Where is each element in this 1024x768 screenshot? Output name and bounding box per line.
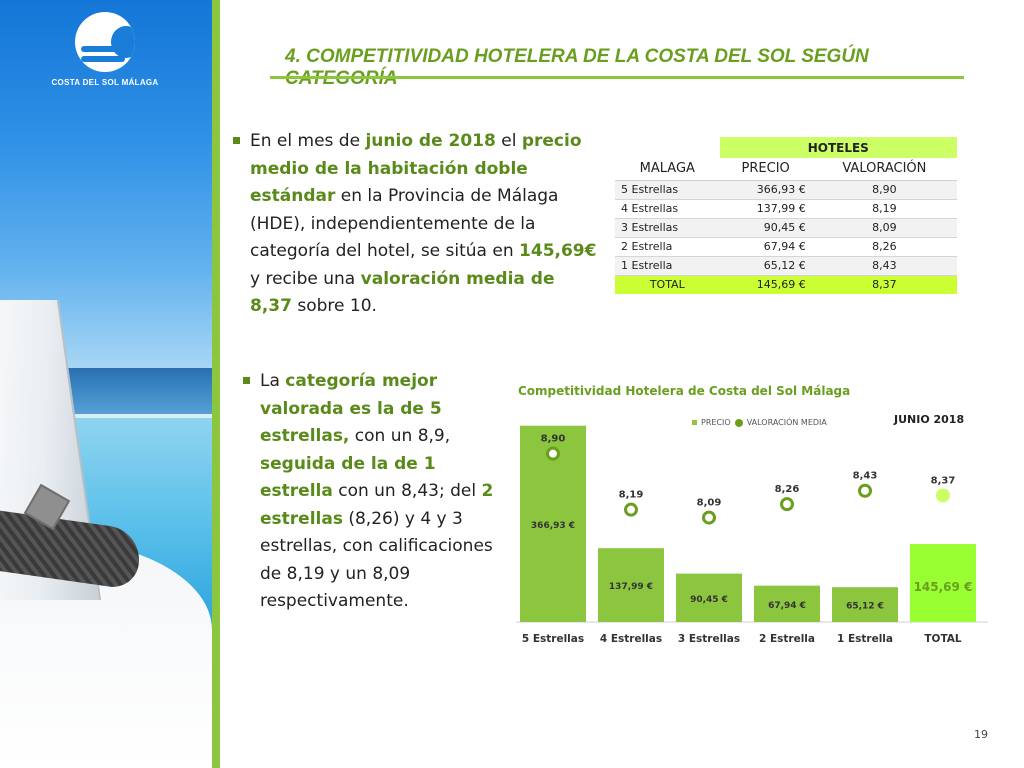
brand-logo xyxy=(40,12,170,87)
rating-data-label: 8,09 xyxy=(696,497,722,509)
cell-rating: 8,37 xyxy=(812,275,957,294)
rating-data-label: 8,43 xyxy=(852,470,878,482)
cell-price: 366,93 € xyxy=(720,180,812,199)
rating-dot xyxy=(704,512,715,523)
logo-wave-icon xyxy=(75,12,135,72)
cell-category: 4 Estrellas xyxy=(615,199,720,218)
cell-price: 90,45 € xyxy=(720,218,812,237)
page-number: 19 xyxy=(974,728,988,741)
x-tick-label: 1 Estrella xyxy=(837,633,893,645)
table-group-header: HOTELES xyxy=(720,137,957,158)
legend-label: VALORACIÓN MEDIA xyxy=(746,418,827,427)
x-tick-label: TOTAL xyxy=(924,633,962,645)
x-tick-label: 3 Estrellas xyxy=(677,633,741,645)
rating-dot xyxy=(936,488,950,502)
rating-data-label: 8,37 xyxy=(930,475,956,487)
title-underline xyxy=(270,76,964,79)
table-row xyxy=(615,180,957,199)
column-header: VALORACIÓN xyxy=(812,158,957,180)
rating-data-label: 8,19 xyxy=(618,489,644,501)
bar-data-label: 90,45 € xyxy=(690,594,728,605)
chart-title: Competitividad Hotelera de Costa del Sol Málaga xyxy=(518,384,851,398)
cell-rating: 8,90 xyxy=(812,180,957,199)
table-row xyxy=(615,237,957,256)
table-row xyxy=(615,199,957,218)
chart-date: JUNIO 2018 xyxy=(894,413,965,426)
cell-price: 137,99 € xyxy=(720,199,812,218)
table-total-row xyxy=(615,275,957,294)
cell-price: 145,69 € xyxy=(720,275,812,294)
cell-rating: 8,43 xyxy=(812,256,957,275)
bullet-square-icon xyxy=(233,137,240,144)
table-row xyxy=(615,256,957,275)
rating-data-label: 8,90 xyxy=(540,433,566,445)
bar-data-label: 67,94 € xyxy=(768,600,806,611)
legend-label: PRECIO xyxy=(701,418,731,427)
rating-dot xyxy=(626,504,637,515)
summary-paragraph: En el mes de junio de 2018 el precio medio de la habitación doble estándar en la Provincia de Málaga (HDE), independientemente de la categoría del hotel, se sitúa en 145,69€ y recibe una valoración media de 8,37 sobre 10. xyxy=(250,131,597,316)
cell-category: 5 Estrellas xyxy=(615,180,720,199)
decorative-photo-panel xyxy=(0,0,212,768)
cell-rating: 8,26 xyxy=(812,237,957,256)
column-header: MALAGA xyxy=(615,158,720,180)
category-paragraph: La categoría mejor valorada es la de 5 estrellas, con un 8,9, seguida de la de 1 estrella con un 8,43; del 2 estrellas (8,26) y 4 y 3 estrellas, con calificaciones de 8,19 y un 8,09 respectivamente. xyxy=(260,371,494,611)
slide-title: 4. COMPETITIVIDAD HOTELERA DE LA COSTA DEL SOL SEGÚN xyxy=(285,46,869,67)
cell-rating: 8,09 xyxy=(812,218,957,237)
x-tick-label: 5 Estrellas xyxy=(521,633,585,645)
bar-data-label: 145,69 € xyxy=(913,580,973,595)
column-header: PRECIO xyxy=(720,158,812,180)
rating-dot xyxy=(860,485,871,496)
x-tick-label: 2 Estrella xyxy=(759,633,815,645)
cell-price: 67,94 € xyxy=(720,237,812,256)
x-tick-label: 4 Estrellas xyxy=(599,633,663,645)
green-divider xyxy=(212,0,220,768)
logo-text: COSTA DEL SOL MÁLAGA xyxy=(51,78,159,87)
bar-data-label: 366,93 € xyxy=(530,520,576,531)
bullet-square-icon xyxy=(243,377,250,384)
chart-canvas xyxy=(512,396,992,656)
cell-price: 65,12 € xyxy=(720,256,812,275)
cell-category: 1 Estrella xyxy=(615,256,720,275)
rating-dot xyxy=(782,499,793,510)
cell-category: 2 Estrella xyxy=(615,237,720,256)
bar-data-label: 137,99 € xyxy=(608,582,654,593)
cell-category: TOTAL xyxy=(615,275,720,294)
cell-category: 3 Estrellas xyxy=(615,218,720,237)
cell-rating: 8,19 xyxy=(812,199,957,218)
rating-data-label: 8,26 xyxy=(774,484,800,496)
bar-data-label: 65,12 € xyxy=(846,601,884,612)
rating-dot xyxy=(548,448,559,459)
hotel-table xyxy=(615,137,957,294)
table-row xyxy=(615,218,957,237)
